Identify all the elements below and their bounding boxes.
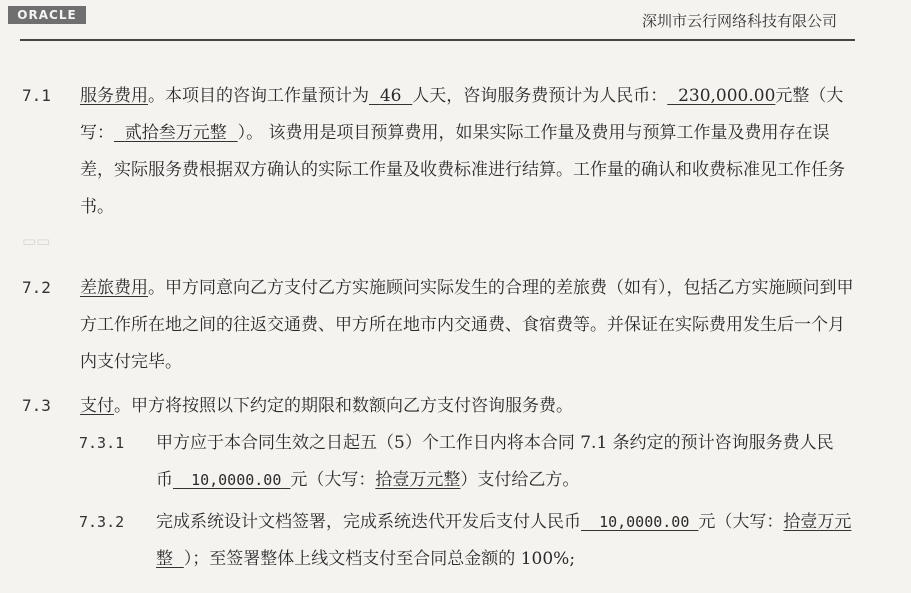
- section-body: 支付。甲方将按照以下约定的期限和数额向乙方支付咨询服务费。: [80, 396, 573, 416]
- amount-words: 拾壹万元整: [375, 470, 461, 490]
- header-divider: [20, 39, 855, 41]
- section-number: 7.2: [22, 278, 51, 297]
- section-number: 7.3: [22, 396, 51, 415]
- amount-value: 10,0000.00: [599, 513, 690, 531]
- section-title: 服务费用: [80, 86, 148, 106]
- amount-words: 贰拾叁万元整: [124, 123, 227, 143]
- oracle-logo: ORACLE: [8, 6, 86, 24]
- section-title: 差旅费用: [80, 278, 148, 298]
- section-body: 服务费用。本项目的咨询工作量预计为 46 人天，咨询服务费预计为人民币： 230,000.00元整（大写： 贰拾叁万元整 ）。 该费用是项目预算费用，如果实际工作量及费用与预算工作量及费用存在误差，实际服务费根据双方确认的实际工作量及收费标准进行结算。工作量的确认和收费标准见工作任务书。: [80, 86, 845, 217]
- bleed-through-mark: ▭▭: [22, 232, 51, 250]
- section-body: 完成系统设计文档签署，完成系统迭代开发后支付人民币 10,0000.00 元（大写：拾壹万元整 ）；至签署整体上线文档支付至合同总金额的 100%;: [156, 512, 852, 569]
- section-body: 差旅费用。甲方同意向乙方支付乙方实施顾问实际发生的合理的差旅费（如有），包括乙方实施顾问到甲方工作所在地之间的往返交通费、甲方所在地市内交通费、食宿费等。并保证在实际费用发生后一个月内支付完毕。: [80, 278, 854, 372]
- section-number: 7.3.1: [79, 434, 125, 452]
- section-title: 支付: [80, 396, 114, 416]
- days-value: 46: [379, 86, 402, 106]
- section-body: 甲方应于本合同生效之日起五（5）个工作日内将本合同 7.1 条约定的预计咨询服务费人民币 10,0000.00 元（大写：拾壹万元整）支付给乙方。: [156, 433, 834, 490]
- amount-words: 拾壹万元整: [156, 512, 852, 569]
- amount-value: 10,0000.00: [191, 471, 282, 489]
- section-number: 7.3.2: [79, 513, 125, 531]
- section-number: 7.1: [22, 86, 51, 105]
- amount-value: 230,000.00: [678, 86, 776, 106]
- company-name: 深圳市云行网络科技有限公司: [641, 12, 837, 30]
